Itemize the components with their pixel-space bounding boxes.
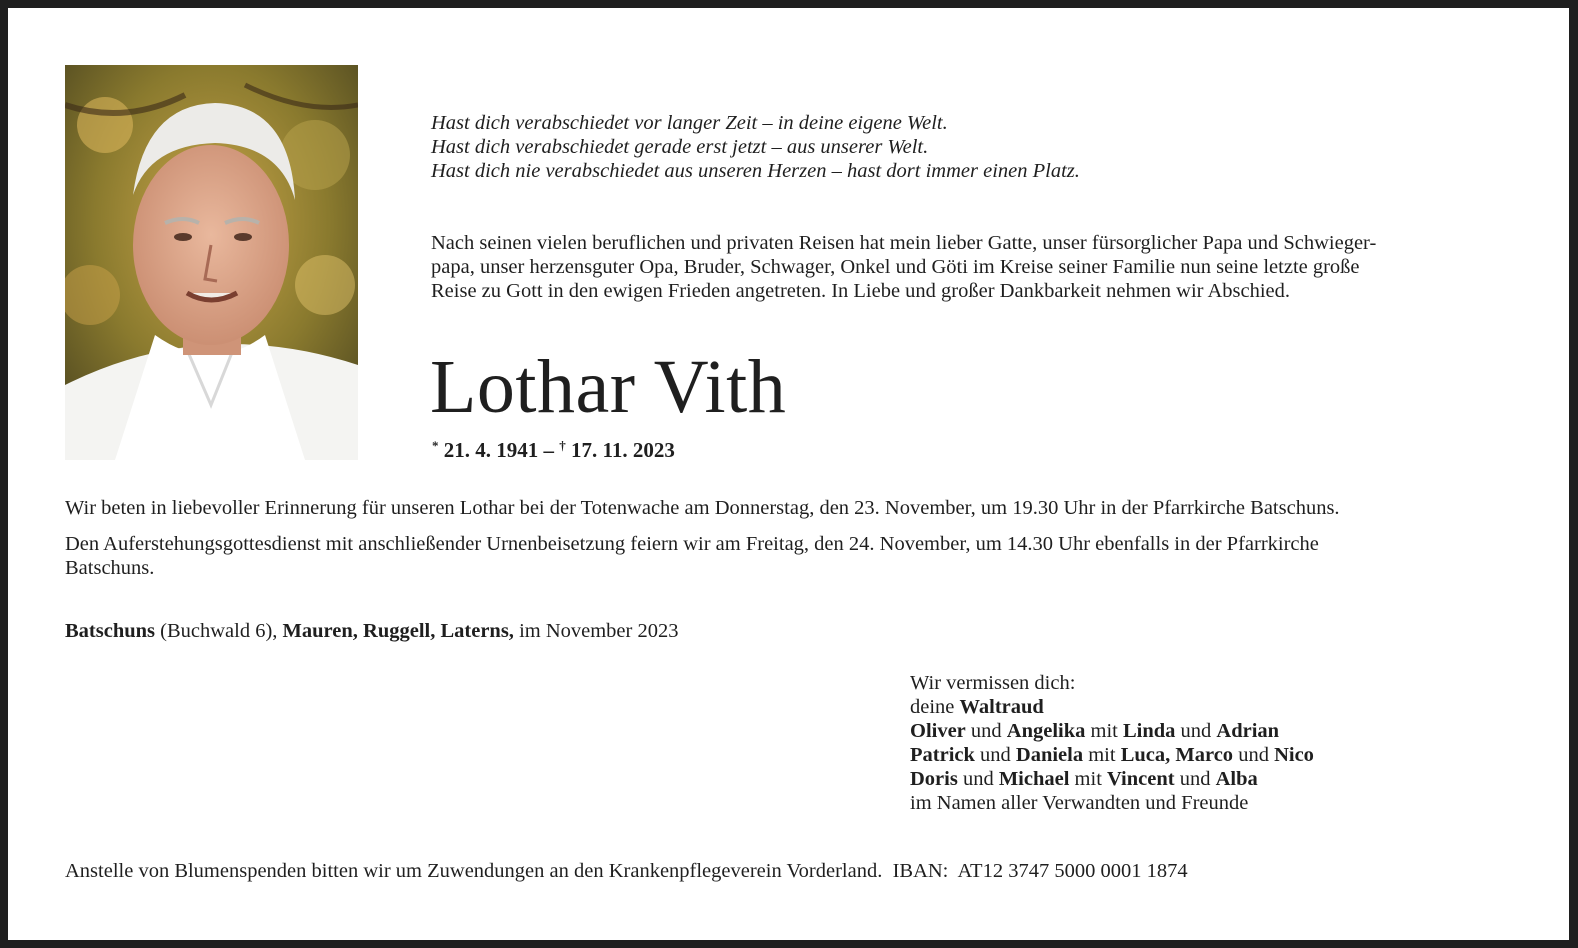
family-heading: Wir vermissen dich: [910, 672, 1076, 694]
death-symbol: † [559, 438, 566, 453]
birth-symbol: * [432, 438, 439, 453]
iban-label: IBAN: [892, 860, 949, 882]
connector: und [962, 768, 994, 790]
service-paragraph [65, 532, 1525, 580]
family-name: Patrick [910, 744, 975, 766]
life-dates [432, 433, 675, 463]
birth-date: 21. 4. 1941 [443, 438, 539, 462]
family-signatures [910, 671, 1510, 815]
deceased-name: Lothar Vith [430, 345, 787, 429]
connector: mit [1088, 744, 1116, 766]
date-separator: – [543, 438, 554, 462]
portrait-photo [65, 65, 358, 460]
family-name: Michael [998, 768, 1070, 790]
family-row [910, 719, 1510, 743]
connector: und [1180, 720, 1212, 742]
spouse-prefix: deine [910, 696, 955, 718]
connector: und [980, 744, 1011, 766]
family-name: Nico [1274, 744, 1314, 766]
service-line: Batschuns. [65, 557, 155, 579]
family-name: Angelika [1006, 720, 1086, 742]
place-date: im November 2023 [519, 620, 679, 642]
intro-paragraph [431, 231, 1531, 303]
family-name: Alba [1215, 768, 1258, 790]
connector: und [970, 720, 1002, 742]
donation-note [65, 859, 1525, 883]
donation-text: Anstelle von Blumenspenden bitten wir um Zuwendungen an den Krankenpflegeverein Vorderland. [65, 860, 883, 882]
connector: mit [1074, 768, 1102, 790]
death-date: 17. 11. 2023 [571, 438, 675, 462]
family-name: Daniela [1015, 744, 1084, 766]
place-and-date [65, 619, 1525, 643]
place-address: (Buchwald 6), [160, 620, 278, 642]
portrait-photo-icon [65, 65, 358, 460]
family-name: Doris [910, 768, 958, 790]
family-name: Linda [1123, 720, 1176, 742]
poem-line: Hast dich verabschiedet vor langer Zeit – in deine eigene Welt. [431, 112, 948, 134]
place-others: Mauren, Ruggell, Laterns, [282, 620, 514, 642]
spouse-name: Waltraud [959, 696, 1044, 718]
wake-text: Wir beten in liebevoller Erinnerung für unseren Lothar bei der Totenwache am Donnerstag, den 23. November, um 19.30 Uhr in der Pfarrkirche Batschuns. [65, 497, 1340, 519]
intro-line: papa, unser herzensguter Opa, Bruder, Schwager, Onkel und Göti im Kreise seiner Familie nun seine letzte große [431, 256, 1360, 278]
family-name: Oliver [910, 720, 966, 742]
poem [431, 111, 1511, 183]
poem-line: Hast dich nie verabschiedet aus unseren Herzen – hast dort immer einen Platz. [431, 160, 1080, 182]
connector: mit [1090, 720, 1118, 742]
connector: und [1238, 744, 1269, 766]
service-line: Den Auferstehungsgottesdienst mit anschließender Urnenbeisetzung feiern wir am Freitag, den 24. November, um 14.30 Uhr ebenfalls in der Pfarrkirche [65, 533, 1319, 555]
place-town: Batschuns [65, 620, 156, 642]
intro-line: Nach seinen vielen beruflichen und privaten Reisen hat mein lieber Gatte, unser fürsorglicher Papa und Schwieger- [431, 232, 1377, 254]
family-closing: im Namen aller Verwandten und Freunde [910, 792, 1249, 814]
intro-line: Reise zu Gott in den ewigen Frieden angetreten. In Liebe und großer Dankbarkeit nehmen wir Abschied. [431, 280, 1291, 302]
iban-number: AT12 3747 5000 0001 1874 [957, 860, 1188, 882]
poem-line: Hast dich verabschiedet gerade erst jetzt – aus unserer Welt. [431, 136, 929, 158]
family-name: Luca, Marco [1120, 744, 1234, 766]
family-row [910, 767, 1510, 791]
connector: und [1179, 768, 1211, 790]
family-name: Vincent [1107, 768, 1175, 790]
wake-paragraph [65, 496, 1525, 520]
family-row [910, 743, 1510, 767]
family-name: Adrian [1216, 720, 1280, 742]
